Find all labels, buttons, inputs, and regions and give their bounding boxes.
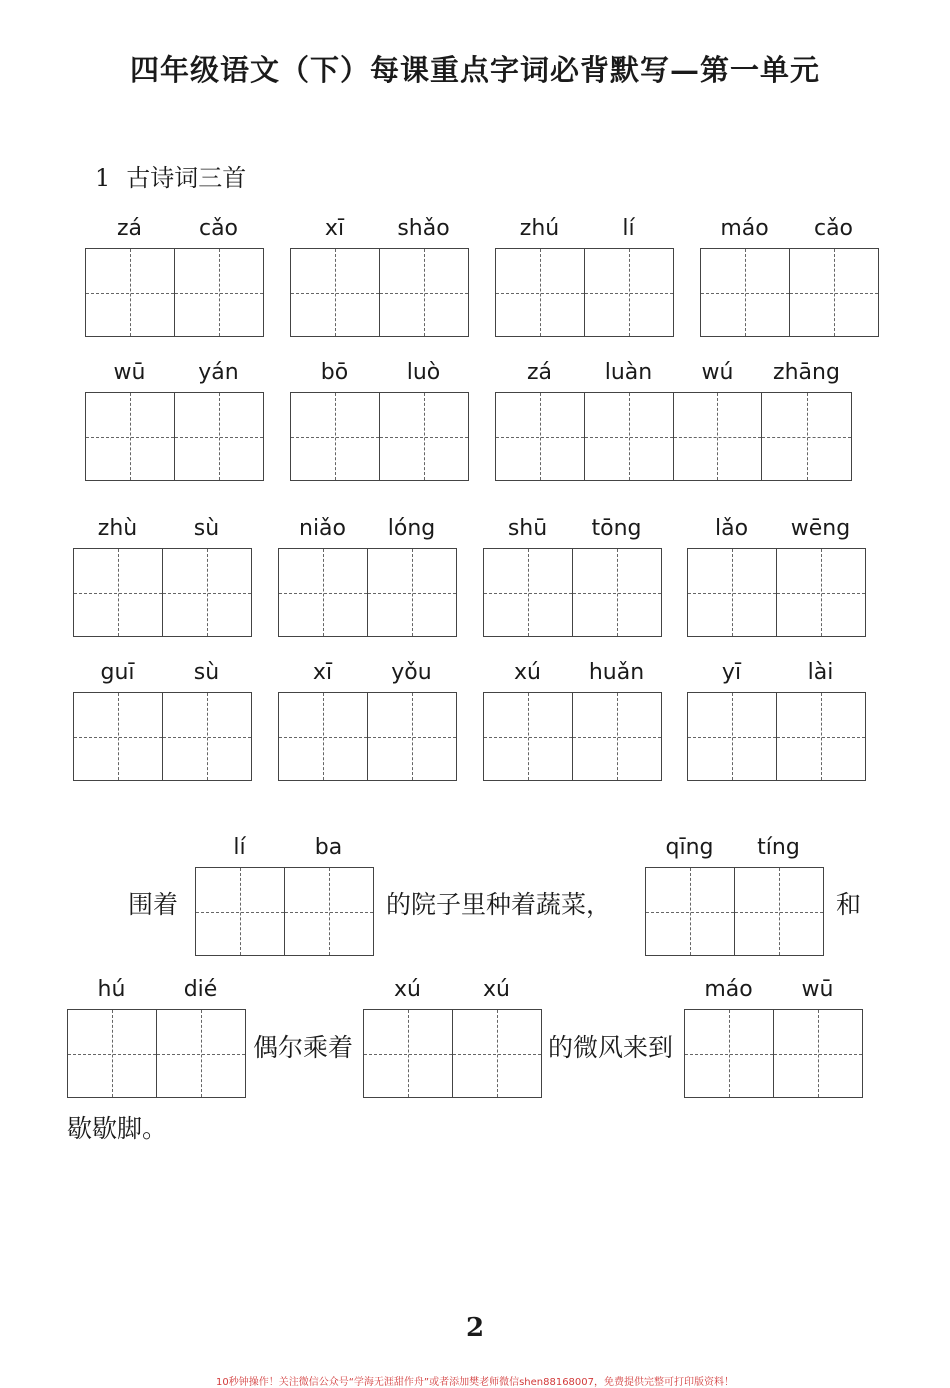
pinyin-label: lǎo	[714, 516, 749, 541]
pinyin-label: yī	[721, 660, 742, 685]
tian-cell[interactable]	[279, 549, 368, 636]
pinyin-label: sù	[193, 660, 220, 685]
tian-cell[interactable]	[688, 549, 777, 636]
tian-cell[interactable]	[380, 249, 469, 336]
tian-cell[interactable]	[163, 549, 252, 636]
pinyin-label: bō	[320, 360, 349, 385]
sentence-text: 的微风来到	[548, 1033, 674, 1062]
writing-grid[interactable]	[483, 548, 662, 637]
pinyin-label: zhú	[519, 216, 560, 241]
writing-grid[interactable]	[363, 1009, 542, 1098]
pinyin-label: wū	[801, 977, 834, 1002]
tian-cell[interactable]	[364, 1010, 453, 1097]
tian-cell[interactable]	[175, 393, 264, 480]
pinyin-label: hú	[97, 977, 126, 1002]
pinyin-label: yán	[198, 360, 239, 385]
sentence-text: 和	[836, 890, 862, 919]
page-title: 四年级语文（下）每课重点字词必背默写—第一单元	[129, 53, 820, 87]
tian-cell[interactable]	[368, 549, 457, 636]
pinyin-label: cǎo	[813, 216, 854, 241]
tian-cell[interactable]	[790, 249, 879, 336]
writing-grid[interactable]	[495, 248, 674, 337]
sentence-text: 的院子里种着蔬菜，	[386, 890, 612, 919]
writing-grid[interactable]	[290, 392, 469, 481]
pinyin-label: xī	[312, 660, 333, 685]
pinyin-label: tíng	[757, 835, 800, 860]
tian-cell[interactable]	[735, 868, 824, 955]
pinyin-label: niǎo	[299, 516, 346, 541]
pinyin-label: lài	[807, 660, 834, 685]
writing-grid[interactable]	[645, 867, 824, 956]
pinyin-label: guī	[100, 660, 135, 685]
writing-grid[interactable]	[687, 692, 866, 781]
tian-cell[interactable]	[291, 249, 380, 336]
writing-grid[interactable]	[700, 248, 879, 337]
footer-note: 10秒钟操作！关注微信公众号“学海无涯甜作舟”或者添加樊老师微信shen88168007，免费提供完整可打印版资料！	[215, 1377, 735, 1388]
tian-cell[interactable]	[688, 693, 777, 780]
tian-cell[interactable]	[496, 249, 585, 336]
pinyin-label: cǎo	[198, 216, 239, 241]
pinyin-label: wēng	[790, 516, 851, 541]
pinyin-label: luò	[406, 360, 441, 385]
pinyin-label: ba	[314, 835, 343, 860]
pinyin-label: xú	[514, 660, 541, 685]
tian-cell[interactable]	[573, 549, 662, 636]
pinyin-label: xú	[394, 977, 421, 1002]
tian-cell[interactable]	[74, 549, 163, 636]
tian-cell[interactable]	[68, 1010, 157, 1097]
tian-cell[interactable]	[285, 868, 374, 955]
pinyin-label: wú	[701, 360, 734, 385]
pinyin-label: xú	[483, 977, 510, 1002]
writing-grid[interactable]	[278, 548, 457, 637]
tian-cell[interactable]	[380, 393, 469, 480]
pinyin-label: tōng	[591, 516, 642, 541]
tian-cell[interactable]	[685, 1010, 774, 1097]
writing-grid[interactable]	[73, 692, 252, 781]
pinyin-label: zá	[116, 216, 143, 241]
tian-cell[interactable]	[777, 693, 866, 780]
tian-cell[interactable]	[291, 393, 380, 480]
writing-grid[interactable]	[195, 867, 374, 956]
writing-grid[interactable]	[483, 692, 662, 781]
pinyin-label: xī	[324, 216, 345, 241]
pinyin-label: shū	[507, 516, 548, 541]
tian-cell[interactable]	[774, 1010, 863, 1097]
tian-cell[interactable]	[86, 249, 175, 336]
tian-cell[interactable]	[646, 868, 735, 955]
pinyin-label: luàn	[604, 360, 653, 385]
lesson-number: 1	[95, 164, 111, 192]
sentence-text: 偶尔乘着	[253, 1033, 354, 1062]
tian-cell[interactable]	[484, 549, 573, 636]
pinyin-label: zhāng	[773, 360, 840, 385]
pinyin-label: sù	[193, 516, 220, 541]
writing-grid[interactable]	[278, 692, 457, 781]
pinyin-label: yǒu	[391, 660, 432, 685]
tian-cell[interactable]	[86, 393, 175, 480]
tian-cell[interactable]	[279, 693, 368, 780]
writing-grid[interactable]	[290, 248, 469, 337]
pinyin-label: shǎo	[397, 216, 450, 241]
tian-cell[interactable]	[484, 693, 573, 780]
tian-cell[interactable]	[175, 249, 264, 336]
tian-cell[interactable]	[496, 393, 585, 480]
pinyin-label: huǎn	[588, 660, 645, 685]
pinyin-label: qīng	[665, 835, 714, 860]
writing-grid[interactable]	[67, 1009, 246, 1098]
pinyin-label: lí	[233, 835, 246, 860]
tian-cell[interactable]	[453, 1010, 542, 1097]
tian-cell[interactable]	[196, 868, 285, 955]
pinyin-label: dié	[183, 977, 218, 1002]
tian-cell[interactable]	[585, 249, 674, 336]
tian-cell[interactable]	[573, 693, 662, 780]
tian-cell[interactable]	[368, 693, 457, 780]
lesson-heading	[95, 158, 246, 193]
sentence-text: 歇歇脚。	[67, 1114, 168, 1143]
tian-cell[interactable]	[674, 393, 763, 480]
pinyin-label: lóng	[387, 516, 436, 541]
writing-grid[interactable]	[684, 1009, 863, 1098]
pinyin-label: zhù	[97, 516, 138, 541]
tian-cell[interactable]	[163, 693, 252, 780]
pinyin-label: zá	[526, 360, 553, 385]
pinyin-label: wū	[113, 360, 146, 385]
page-number: 2	[465, 1313, 485, 1343]
pinyin-label: máo	[704, 977, 753, 1002]
tian-cell[interactable]	[777, 549, 866, 636]
pinyin-label: lí	[622, 216, 635, 241]
writing-grid[interactable]	[85, 392, 264, 481]
lesson-name: 古诗词三首	[126, 164, 247, 192]
writing-grid[interactable]	[687, 548, 866, 637]
pinyin-label: máo	[720, 216, 769, 241]
writing-grid[interactable]	[85, 248, 264, 337]
tian-cell[interactable]	[585, 393, 674, 480]
tian-cell[interactable]	[157, 1010, 246, 1097]
sentence-text: 围着	[128, 890, 179, 919]
tian-cell[interactable]	[701, 249, 790, 336]
tian-cell[interactable]	[762, 393, 851, 480]
writing-grid[interactable]	[495, 392, 852, 481]
writing-grid[interactable]	[73, 548, 252, 637]
tian-cell[interactable]	[74, 693, 163, 780]
